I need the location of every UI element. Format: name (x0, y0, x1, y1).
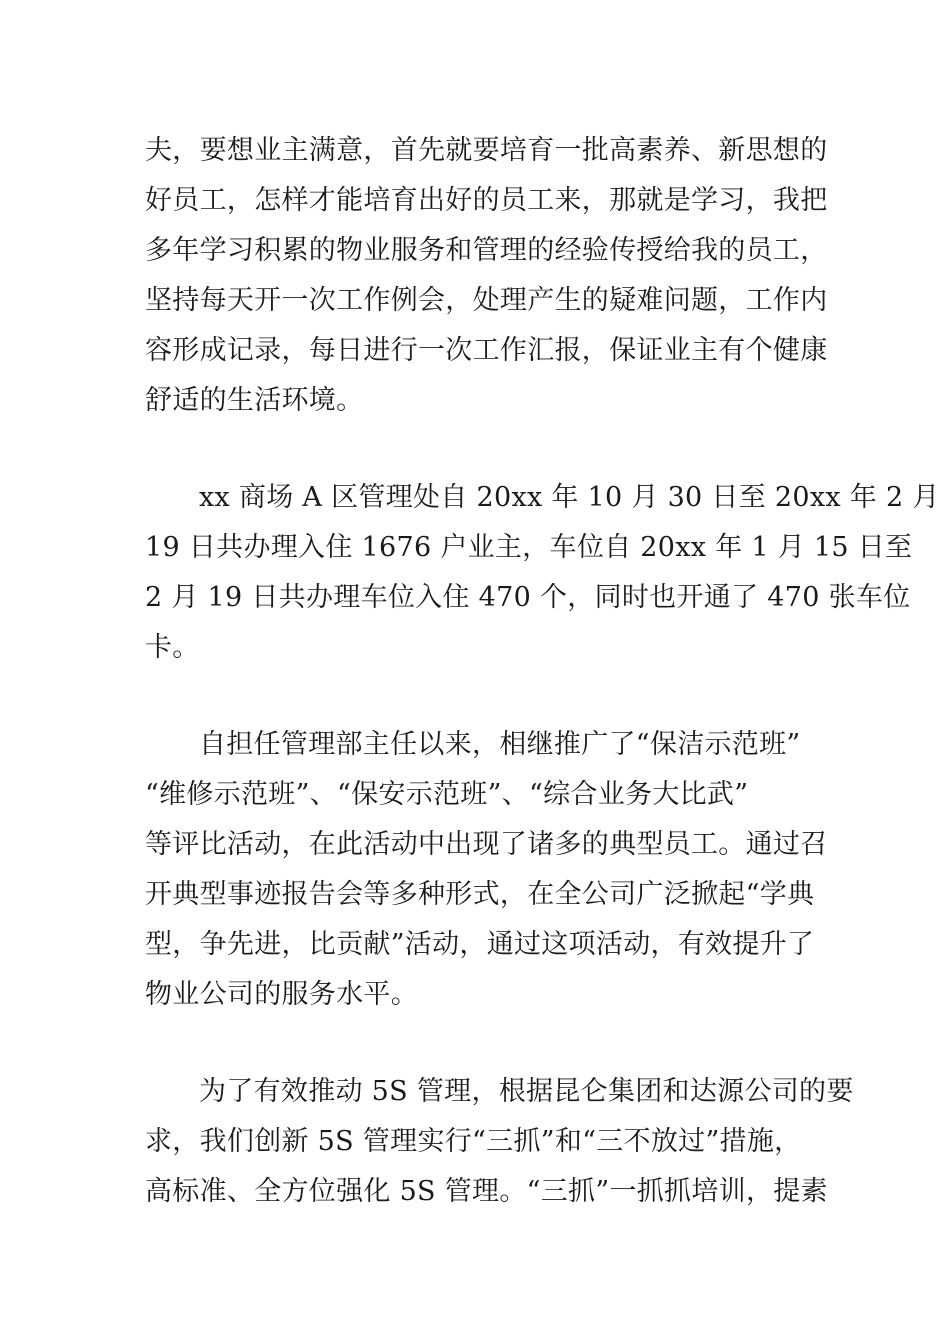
text-line: 高标准、全方位强化 5S 管理。“三抓”一抓抓培训，提素 (145, 1176, 828, 1207)
paragraph-5s-management (145, 1067, 854, 1217)
paragraph-move-in-statistics (145, 473, 940, 673)
text-line: 物业公司的服务水平。 (145, 979, 418, 1010)
text-line: “维修示范班”、“保安示范班”、“综合业务大比武” (145, 779, 749, 810)
paragraph-staff-training (145, 126, 828, 426)
paragraph-model-team-activities (145, 720, 828, 1020)
text-line: 为了有效推动 5S 管理，根据昆仑集团和达源公司的要 (199, 1076, 854, 1107)
text-line: 多年学习积累的物业服务和管理的经验传授给我的员工， (145, 235, 828, 266)
text-line: 求，我们创新 5S 管理实行“三抓”和“三不放过”措施， (145, 1126, 802, 1157)
text-line: 好员工，怎样才能培育出好的员工来，那就是学习，我把 (145, 185, 828, 216)
text-line: 19 日共办理入住 1676 户业主，车位自 20xx 年 1 月 15 日至 (145, 532, 913, 563)
text-line: 2 月 19 日共办理车位入住 470 个，同时也开通了 470 张车位 (145, 582, 911, 613)
text-line: 自担任管理部主任以来，相继推广了“保洁示范班” (199, 729, 801, 760)
text-line: 型，争先进，比贡献”活动，通过这项活动，有效提升了 (145, 929, 815, 960)
text-line: 容形成记录，每日进行一次工作汇报，保证业主有个健康 (145, 335, 828, 366)
text-line: 夫，要想业主满意，首先就要培育一批高素养、新思想的 (145, 135, 828, 166)
text-line: 坚持每天开一次工作例会，处理产生的疑难问题，工作内 (145, 285, 828, 316)
text-line: 卡。 (145, 632, 200, 663)
text-line: 等评比活动，在此活动中出现了诸多的典型员工。通过召 (145, 829, 828, 860)
text-line: 舒适的生活环境。 (145, 385, 364, 416)
text-line: xx 商场 A 区管理处自 20xx 年 10 月 30 日至 20xx 年 2 月 (199, 482, 940, 513)
text-line: 开典型事迹报告会等多种形式，在全公司广泛掀起“学典 (145, 879, 815, 910)
